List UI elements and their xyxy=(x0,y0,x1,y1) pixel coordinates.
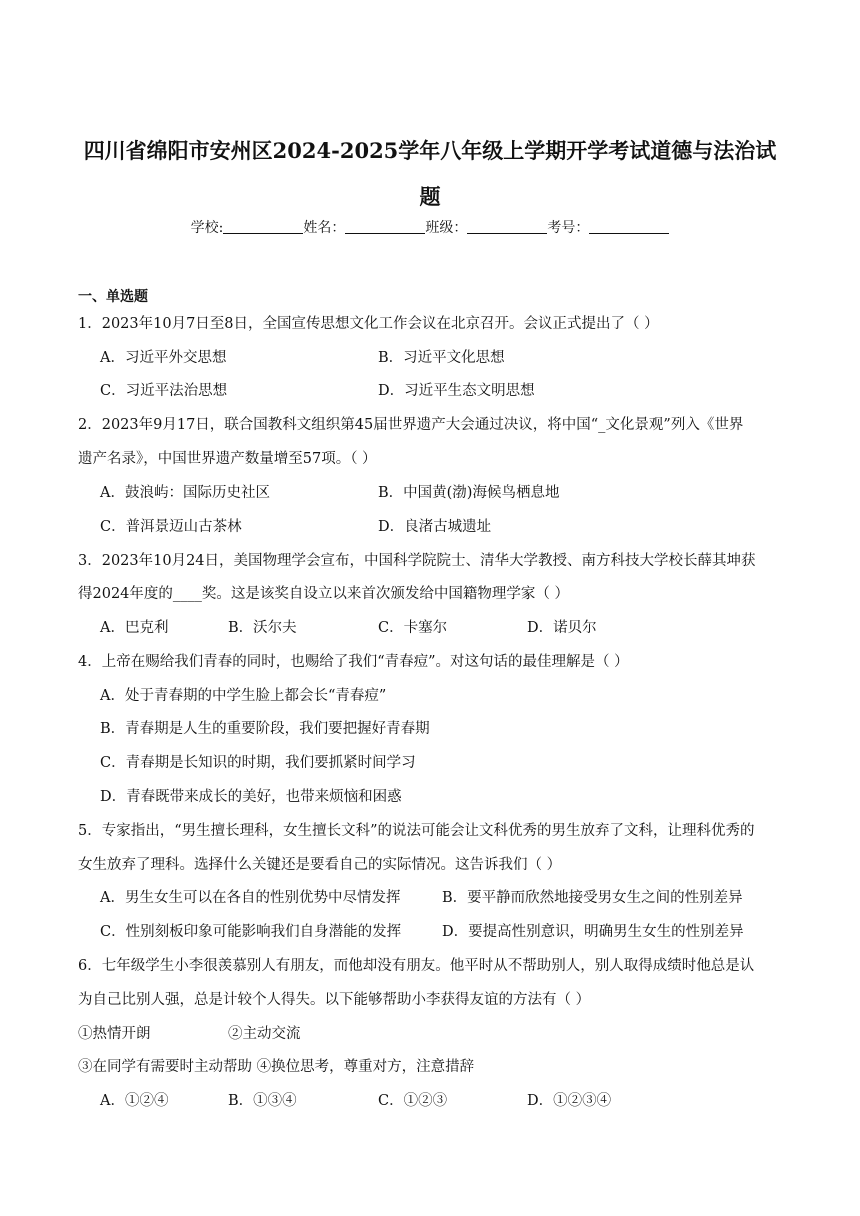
question-1-option-c: C．习近平法治思想 xyxy=(100,383,228,399)
question-5-stem: 5．专家指出，“男生擅长理科，女生擅长文科”的说法可能会让文科优秀的男生放弃了文科，让理科优秀的 xyxy=(78,823,755,839)
question-4-option-c: C．青春期是长知识的时期，我们要抓紧时间学习 xyxy=(100,755,416,771)
question-5-option-a: A．男生女生可以在各自的性别优势中尽情发挥 xyxy=(100,890,401,906)
question-3-option-c: C．卡塞尔 xyxy=(378,620,448,636)
question-6-option-d: D．①②③④ xyxy=(527,1093,612,1109)
question-6-items-3-4: ③在同学有需要时主动帮助 ④换位思考，尊重对方，注意措辞 xyxy=(78,1059,475,1075)
question-2-option-d: D．良渚古城遗址 xyxy=(378,519,492,535)
question-6-item-1: ①热情开朗 xyxy=(78,1026,151,1042)
class-label: 班级： xyxy=(425,220,468,236)
question-1-option-b: B．习近平文化思想 xyxy=(378,350,505,366)
question-3-option-d: D．诺贝尔 xyxy=(527,620,597,636)
school-blank xyxy=(223,219,303,234)
question-2-stem: 2．2023年9月17日，联合国教科文组织第45届世界遗产大会通过决议，将中国“_文化景观”列入《世界 xyxy=(78,417,744,433)
question-4-option-d: D．青春既带来成长的美好，也带来烦恼和困惑 xyxy=(100,789,402,805)
question-6-stem-continued: 为自己比别人强，总是计较个人得失。以下能够帮助小李获得友谊的方法有（ ） xyxy=(78,992,591,1008)
school-label: 学校: xyxy=(190,220,224,236)
document-title-continued: 题 xyxy=(419,184,441,209)
question-2-option-a: A．鼓浪屿：国际历史社区 xyxy=(100,485,270,501)
class-blank xyxy=(467,219,547,234)
student-info-line xyxy=(0,218,860,238)
question-6-stem: 6．七年级学生小李很羡慕别人有朋友，而他却没有朋友。他平时从不帮助别人，别人取得成绩时他总是认 xyxy=(78,958,755,974)
question-3-stem: 3．2023年10月24日，美国物理学会宣布，中国科学院院士、清华大学教授、南方科技大学校长薛其坤获 xyxy=(78,553,756,569)
question-2-stem-continued: 遗产名录》，中国世界遗产数量增至57项。（ ） xyxy=(78,451,377,467)
question-2-option-b: B．中国黄(渤)海候鸟栖息地 xyxy=(378,485,560,501)
question-1-option-a: A．习近平外交思想 xyxy=(100,350,227,366)
section-heading: 一、单选题 xyxy=(78,289,148,305)
exam-number-label: 考号： xyxy=(547,220,590,236)
name-label: 姓名： xyxy=(303,220,346,236)
question-5-option-b: B．要平静而欣然地接受男女生之间的性别差异 xyxy=(442,890,743,906)
question-4-option-a: A．处于青春期的中学生脸上都会长“青春痘” xyxy=(100,688,387,704)
question-6-option-a: A．①②④ xyxy=(100,1093,169,1109)
question-5-stem-continued: 女生放弃了理科。选择什么关键还是要看自己的实际情况。这告诉我们（ ） xyxy=(78,857,562,873)
question-6-option-c: C．①②③ xyxy=(378,1093,448,1109)
question-3-option-a: A．巴克利 xyxy=(100,620,169,636)
question-4-stem: 4．上帝在赐给我们青春的同时，也赐给了我们“青春痘”。对这句话的最佳理解是（ ） xyxy=(78,654,629,670)
question-6-option-b: B．①③④ xyxy=(228,1093,297,1109)
question-6-item-2: ②主动交流 xyxy=(228,1026,301,1042)
question-3-option-b: B．沃尔夫 xyxy=(228,620,297,636)
question-1-option-d: D．习近平生态文明思想 xyxy=(378,383,535,399)
question-4-option-b: B．青春期是人生的重要阶段，我们要把握好青春期 xyxy=(100,721,430,737)
question-1-stem: 1．2023年10月7日至8日，全国宣传思想文化工作会议在北京召开。会议正式提出了（ ） xyxy=(78,316,659,332)
question-2-option-c: C．普洱景迈山古茶林 xyxy=(100,519,242,535)
exam-number-blank xyxy=(589,219,669,234)
question-5-option-d: D．要提高性别意识，明确男生女生的性别差异 xyxy=(442,924,744,940)
document-title: 四川省绵阳市安州区2024-2025学年八年级上学期开学考试道德与法治试 xyxy=(83,138,777,163)
name-blank xyxy=(345,219,425,234)
question-3-stem-continued: 得2024年度的____奖。这是该奖自设立以来首次颁发给中国籍物理学家（ ） xyxy=(78,586,570,602)
question-5-option-c: C．性别刻板印象可能影响我们自身潜能的发挥 xyxy=(100,924,402,940)
